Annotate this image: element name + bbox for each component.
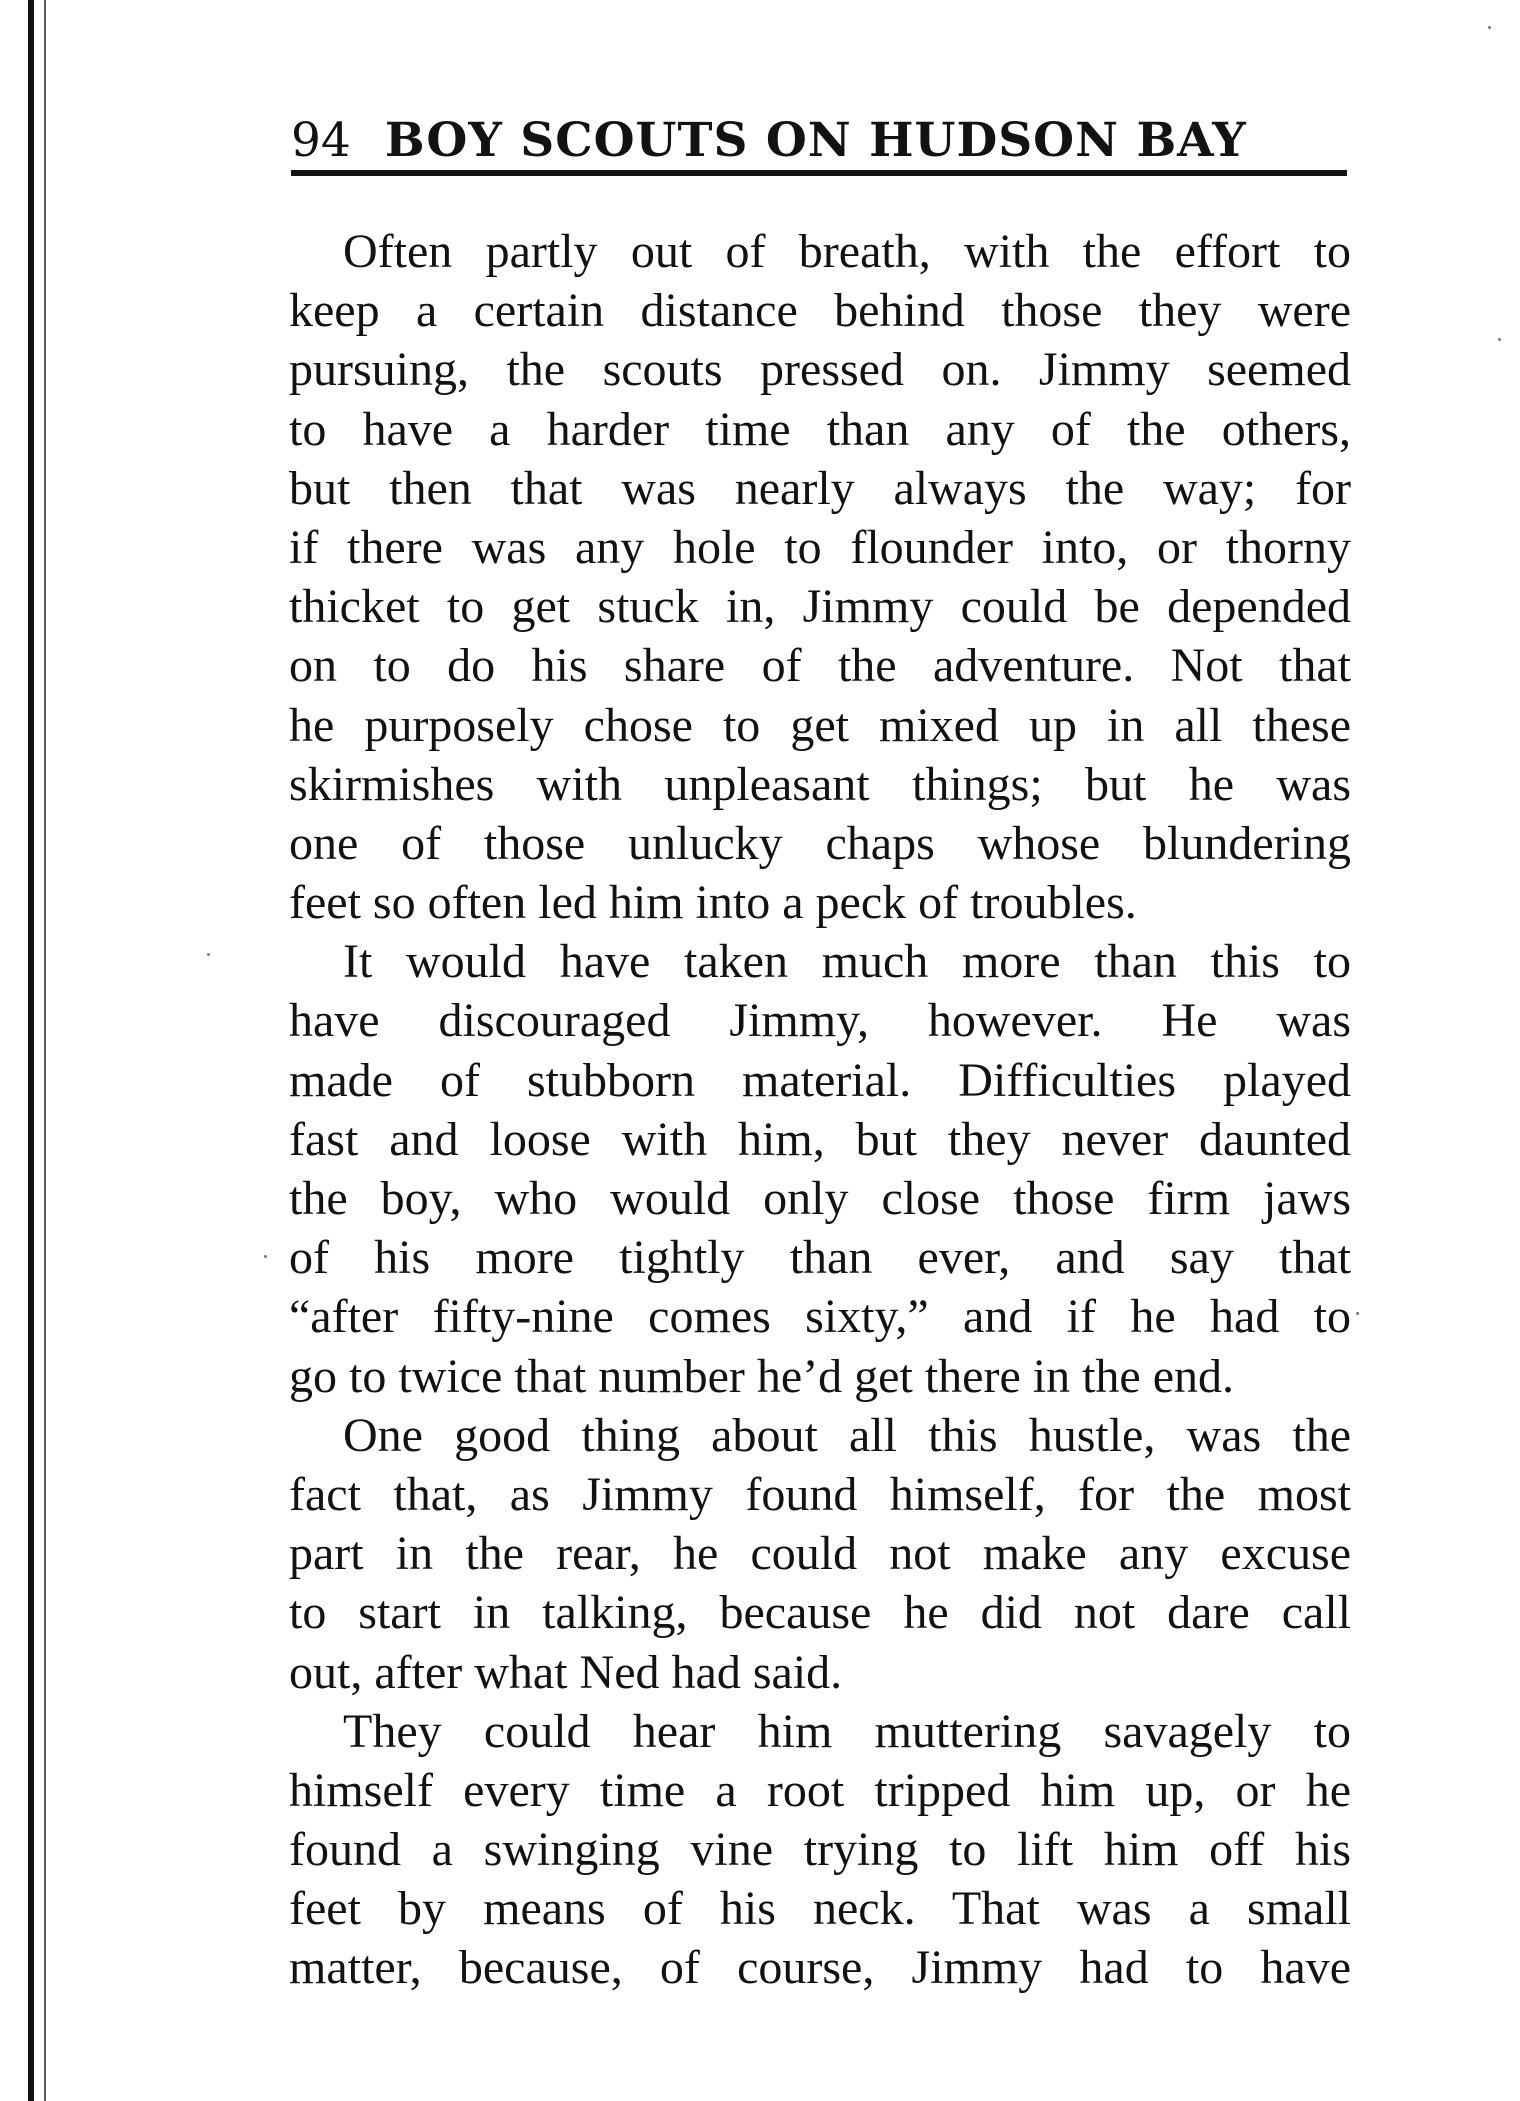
body-text xyxy=(289,222,1351,1998)
text-line: out, after what Ned had said. xyxy=(289,1645,843,1699)
text-line: to start in talking, because he did not dare call xyxy=(289,1586,1351,1640)
text-line: feet by means of his neck. That was a small xyxy=(289,1882,1351,1936)
text-line: part in the rear, he could not make any excuse xyxy=(289,1527,1351,1581)
page-binding-edge xyxy=(28,0,34,2101)
text-line: fast and loose with him, but they never daunted xyxy=(289,1112,1351,1166)
text-line: one of those unlucky chaps whose blundering xyxy=(289,816,1351,870)
scan-speck xyxy=(1498,338,1501,341)
text-line: matter, because, of course, Jimmy had to have xyxy=(289,1941,1351,1995)
text-line: go to twice that number he’d get there in the end. xyxy=(289,1349,1235,1403)
text-line: “after fifty-nine comes sixty,” and if he had to xyxy=(289,1290,1351,1344)
text-line: to have a harder time than any of the others, xyxy=(289,402,1351,456)
text-line: pursuing, the scouts pressed on. Jimmy seemed xyxy=(289,343,1351,397)
text-line: feet so often led him into a peck of troubles. xyxy=(289,876,1137,930)
page-binding-shadow xyxy=(44,0,46,2101)
text-line: thicket to get stuck in, Jimmy could be depended xyxy=(289,580,1351,634)
text-line: the boy, who would only close those firm jaws xyxy=(289,1172,1351,1225)
text-line: keep a certain distance behind those they were xyxy=(289,284,1351,338)
header-rule xyxy=(291,170,1347,176)
page-number: 94 xyxy=(291,113,351,168)
running-title: BOY SCOUTS ON HUDSON BAY xyxy=(384,113,1247,168)
text-line: if there was any hole to flounder into, or thorny xyxy=(289,520,1351,574)
running-header xyxy=(291,108,1347,174)
text-line: of his more tightly than ever, and say that xyxy=(289,1231,1351,1285)
text-line: One good thing about all this hustle, was the xyxy=(343,1408,1351,1462)
scan-speck xyxy=(264,1255,267,1258)
scan-speck xyxy=(1356,1312,1359,1315)
text-line: have discouraged Jimmy, however. He was xyxy=(289,994,1351,1048)
text-line: fact that, as Jimmy found himself, for the most xyxy=(289,1467,1351,1521)
text-line: but then that was nearly always the way; for xyxy=(289,461,1351,515)
text-line: he purposely chose to get mixed up in all these xyxy=(289,698,1351,752)
text-line: on to do his share of the adventure. Not that xyxy=(289,639,1351,693)
text-line: found a swinging vine trying to lift him off his xyxy=(289,1823,1351,1877)
scan-speck xyxy=(1488,26,1491,29)
text-line: himself every time a root tripped him up, or he xyxy=(289,1763,1351,1817)
scan-speck xyxy=(207,953,210,956)
text-line: made of stubborn material. Difficulties played xyxy=(289,1053,1351,1107)
text-line: skirmishes with unpleasant things; but he was xyxy=(289,757,1351,811)
text-line: They could hear him muttering savagely to xyxy=(343,1704,1351,1758)
text-line: Often partly out of breath, with the effort to xyxy=(343,225,1351,278)
text-line: It would have taken much more than this to xyxy=(343,935,1351,989)
